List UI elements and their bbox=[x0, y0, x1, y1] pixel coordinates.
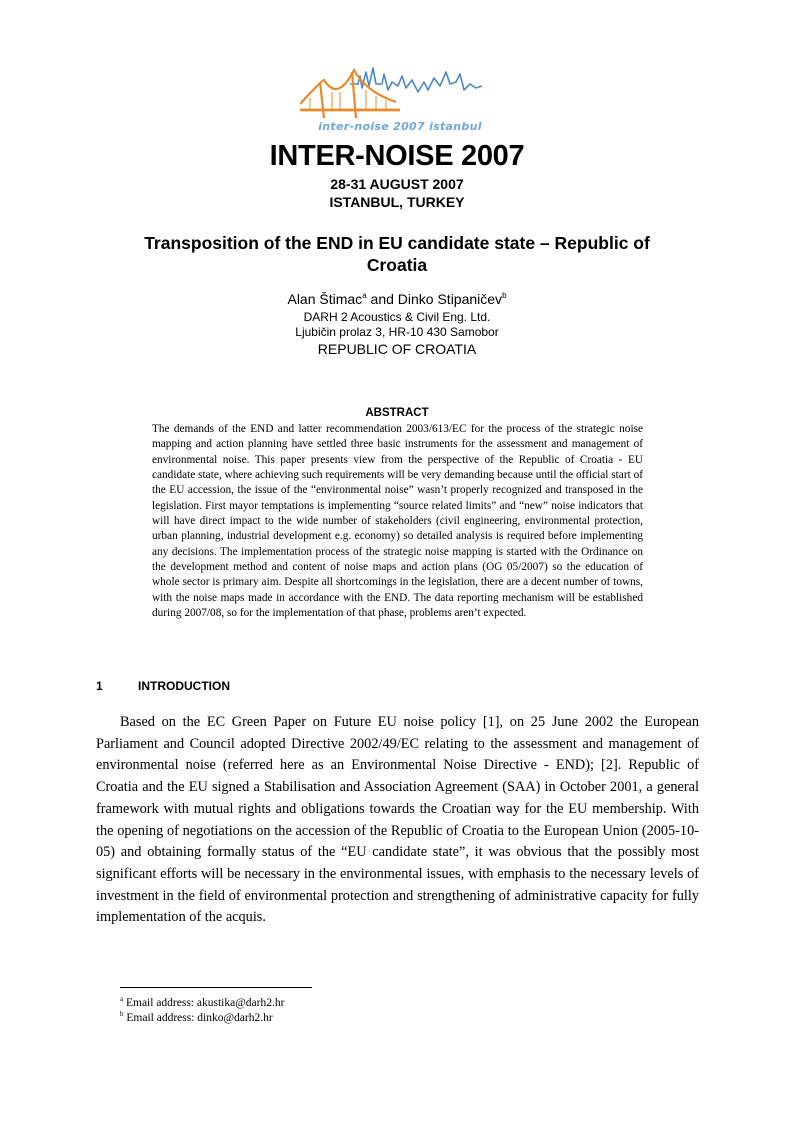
footnote-a bbox=[120, 995, 520, 1009]
abstract-text: The demands of the END and latter recommendation 2003/613/EC for the process of the strategic noise mapping and action planning have settled three basic instruments for the assessment and management of environmental noise. This paper presents view from the perspective of the Republic of Croatia - EU candidate state, where achieving such requirements will be very demanding because until the official start of the EU accession, the issue of the “environmental noise” wasn’t properly recognized and transposed in the legislation. First mayor temptations is implementing “source related limits” and “new” noise indicators that will have direct impact to the wide number of stakeholders (civil engineering, environmental protection, urban planning, industrial development e.g. economy) so detailed analysis is required before implementing any decisions. The implementation process of the strategic noise mapping is started with the Ordinance on the development method and content of noise maps and action plans (OG 05/2007) so the education of whole sector is primary aim. Despite all shortcomings in the legislation, there are a decent number of towns, with the noise maps made in accordance with the END. The data reporting mechanism will be established during 2007/08, so for the implementation of that phase, problems aren’t expected. bbox=[152, 423, 643, 620]
body-paragraph: Based on the EC Green Paper on Future EU noise policy [1], on 25 June 2002 the European Parliament and Council adopted Directive 2002/49/EC relating to the assessment and management of environmental noise (referred here as an Environmental Noise Directive - END); [2]. Republic of Croatia and the EU signed a Stabilisation and Association Agreement (SAA) in October 2001, a general framework with mutual rights and obligations towards the Croatian way for the EU membership. With the opening of negotiations on the accession of the Republic of Croatia to the European Union (2005-10-05) and obtaining formally status of the “EU candidate state”, it was obvious that the possibly most significant efforts will be necessary in the environmental issues, with emphasis to the necessary levels of investment in the field of environmental protection and strengthening of administrative capacity for fully implementation of the acquis. bbox=[96, 714, 699, 926]
affiliation-company: DARH 2 Acoustics & Civil Eng. Ltd. bbox=[303, 310, 491, 324]
logo-caption: inter-noise 2007 istanbul bbox=[318, 120, 482, 133]
conference-place: ISTANBUL, TURKEY bbox=[329, 194, 465, 210]
author-connector: and bbox=[366, 291, 398, 307]
footnote-text: Email address: dinko@darh2.hr bbox=[123, 1012, 273, 1024]
footnote-divider bbox=[120, 987, 312, 988]
conference-dates: 28-31 AUGUST 2007 bbox=[330, 176, 464, 192]
footnote-mark: a bbox=[120, 995, 124, 1003]
affiliation-country: REPUBLIC OF CROATIA bbox=[317, 341, 477, 357]
paper-title bbox=[110, 232, 684, 276]
footnote-mark: b bbox=[120, 1010, 124, 1018]
affiliation-address: Ljubičin prolaz 3, HR-10 430 Samobor bbox=[295, 325, 499, 339]
bridge-logo-icon bbox=[300, 62, 500, 120]
section-heading bbox=[96, 679, 496, 693]
author-line bbox=[0, 291, 794, 307]
paper-title-line-2: Croatia bbox=[366, 255, 428, 275]
author-name: Dinko Stipaničev bbox=[397, 291, 503, 307]
conference-logo bbox=[300, 62, 500, 134]
section-title: INTRODUCTION bbox=[138, 679, 230, 693]
paper-title-line-1: Transposition of the END in EU candidate state – Republic of bbox=[144, 233, 650, 253]
footnote-b bbox=[120, 1010, 520, 1024]
abstract-heading: ABSTRACT bbox=[365, 407, 429, 419]
section-number: 1 bbox=[96, 679, 103, 693]
conference-title: INTER-NOISE 2007 bbox=[269, 140, 525, 172]
footnote-text: Email address: akustika@darh2.hr bbox=[123, 997, 285, 1009]
author-name: Alan Štimac bbox=[287, 291, 363, 307]
author-footnote-mark: b bbox=[502, 291, 507, 300]
author-footnote-mark: a bbox=[362, 291, 367, 300]
